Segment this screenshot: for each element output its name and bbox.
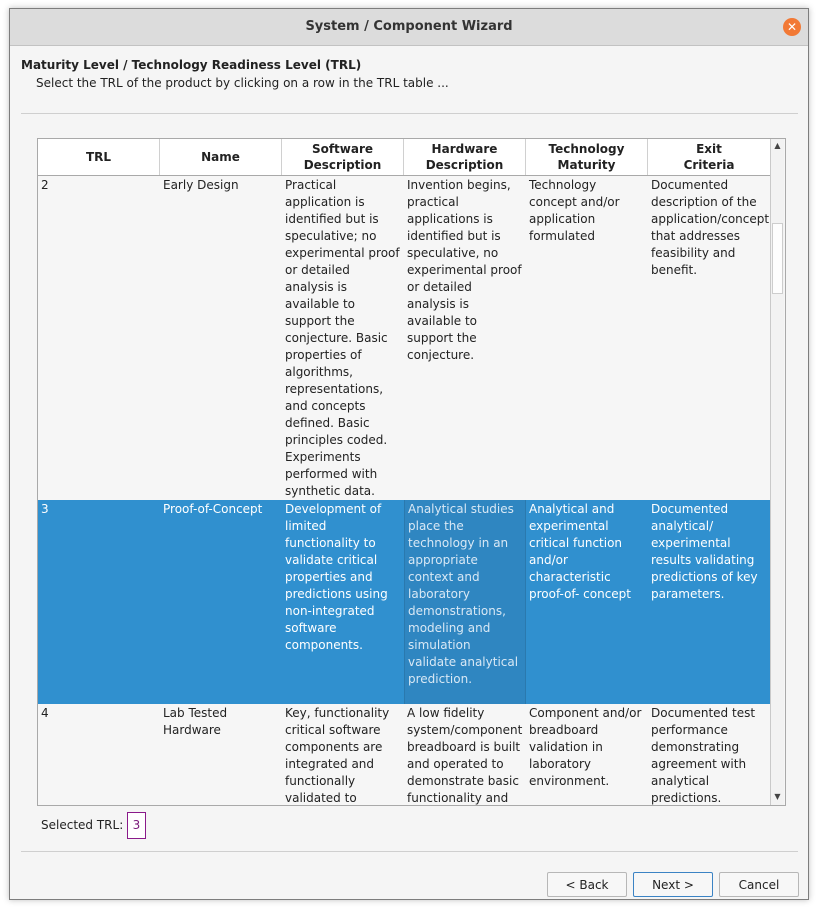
cell-trl: 3 <box>41 502 49 516</box>
cell-hardware: Invention begins, practical applications is identified but is speculative, no experimental proof or detailed analysis is available to support the conjecture. <box>407 178 522 362</box>
column-header-trl[interactable]: TRL <box>38 139 160 175</box>
table-vertical-scrollbar[interactable] <box>770 139 784 805</box>
wizard-window <box>9 8 809 900</box>
cell-exit-criteria: Documented description of the application/concept that addresses feasibility and benefit. <box>651 178 770 277</box>
cell-software: Practical application is identified but is speculative; no experimental proof or detailed analysis is available to support the conjecture. Basic properties of algorithms, representations, and concepts defined. Basic principles coded. Experiments performed with synthetic data. <box>285 178 400 498</box>
cell-hardware: Analytical studies place the technology in an appropriate context and laboratory demonstrations, modeling and simulation validate analytical prediction. <box>404 500 526 704</box>
cell-exit-criteria: Documented test performance demonstrating agreement with analytical predictions. <box>651 706 756 805</box>
cell-hardware: A low fidelity system/component breadboard is built and operated to demonstrate basic functionality and <box>407 706 523 805</box>
back-button[interactable]: < Back <box>547 872 627 897</box>
cell-maturity: Analytical and experimental critical function and/or characteristic proof-of- concept <box>529 502 631 601</box>
cell-trl: 2 <box>41 178 49 192</box>
table-row-trl-2[interactable] <box>38 176 770 500</box>
cell-trl: 4 <box>41 706 49 720</box>
table-row-trl-3[interactable] <box>38 500 770 704</box>
column-header-software[interactable]: Software Description <box>282 139 404 175</box>
cell-name: Proof-of-Concept <box>163 502 263 516</box>
scrollbar-thumb[interactable] <box>772 223 783 294</box>
table-row-trl-4[interactable] <box>38 704 770 805</box>
table-body <box>38 176 770 805</box>
header-divider <box>21 113 798 114</box>
cell-exit-criteria: Documented analytical/ experimental results validating predictions of key parameters. <box>651 502 758 601</box>
close-icon[interactable]: ✕ <box>783 18 801 36</box>
cell-name: Early Design <box>163 178 239 192</box>
selected-trl-label: Selected TRL: <box>41 818 124 832</box>
window-title: System / Component Wizard <box>305 19 513 34</box>
cell-software: Key, functionality critical software components are integrated and functionally validated to <box>285 706 390 805</box>
cell-software: Development of limited functionality to validate critical properties and predictions using non-integrated software components. <box>285 502 388 652</box>
trl-table[interactable] <box>37 138 786 806</box>
column-header-name[interactable]: Name <box>160 139 282 175</box>
footer-divider <box>21 851 798 852</box>
column-header-hardware[interactable]: Hardware Description <box>404 139 526 175</box>
scroll-up-icon[interactable]: ▲ <box>774 141 781 150</box>
cell-name: Lab Tested Hardware <box>163 706 228 737</box>
cell-maturity: Component and/or breadboard validation in laboratory environment. <box>529 706 642 788</box>
cell-maturity: Technology concept and/or application formulated <box>529 178 620 243</box>
table-header <box>38 139 770 176</box>
column-header-exit-criteria[interactable]: Exit Criteria <box>683 142 735 172</box>
title-bar[interactable] <box>10 9 808 46</box>
wizard-content <box>10 46 808 899</box>
next-button[interactable]: Next > <box>633 872 713 897</box>
selected-trl-value: 3 <box>127 812 146 839</box>
column-header-maturity[interactable]: Technology Maturity <box>526 139 648 175</box>
cancel-button[interactable]: Cancel <box>719 872 799 897</box>
page-instruction: Select the TRL of the product by clicking on a row in the TRL table ... <box>36 76 449 90</box>
scroll-down-icon[interactable]: ▼ <box>774 792 781 801</box>
page-heading: Maturity Level / Technology Readiness Level (TRL) <box>21 58 362 72</box>
